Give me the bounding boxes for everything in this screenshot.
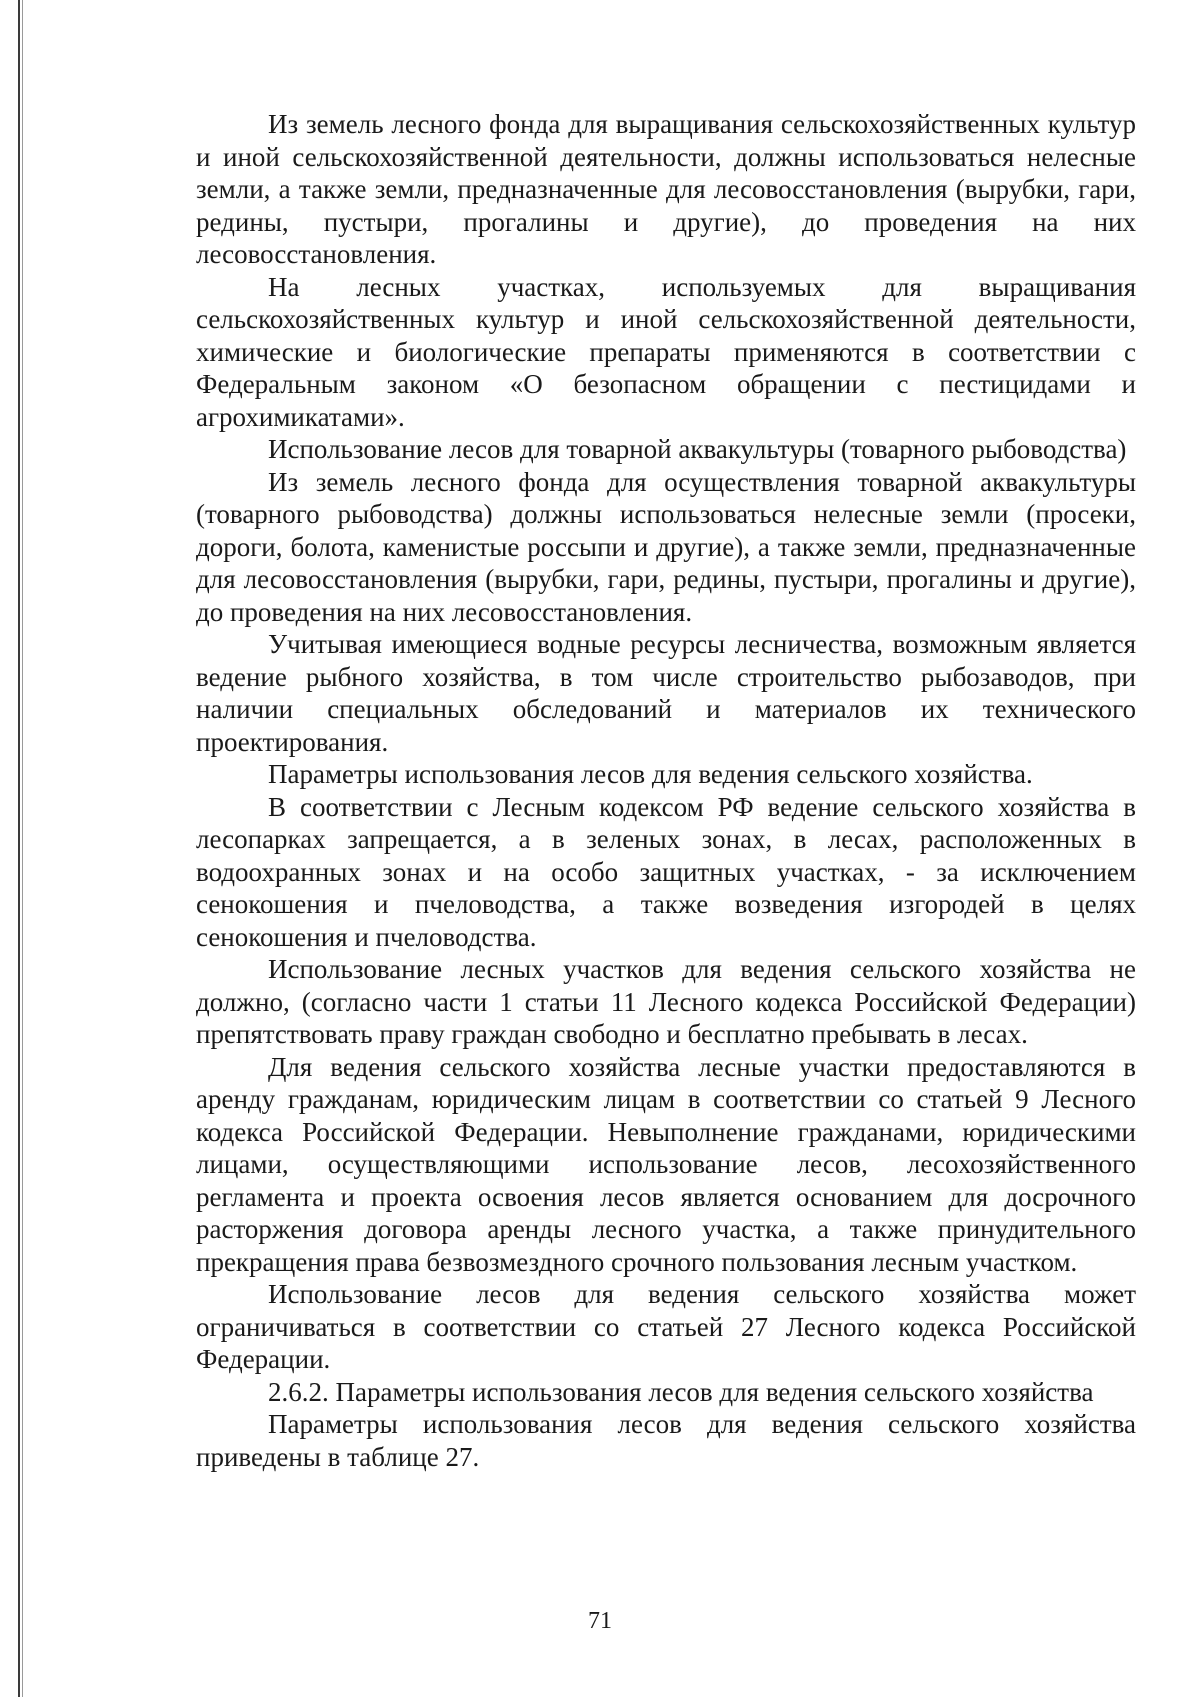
- paragraph: Для ведения сельского хозяйства лесные участки предоставляются в аренду гражданам, юридическим лицам в соответствии со статьей 9 Лесного кодекса Российской Федерации. Невыполнение гражданами, юридическими лицами, осуществляющими использование лесов, лесохозяйственного регламента и проекта освоения лесов является основанием для досрочного расторжения договора аренды лесного участка, а также принудительного прекращения права безвозмездного срочного пользования лесным участком.: [196, 1051, 1136, 1277]
- section-heading: 2.6.2. Параметры использования лесов для ведения сельского хозяйства: [268, 1376, 1094, 1407]
- scan-edge-line-secondary: [22, 0, 23, 1697]
- paragraph: Использование лесов для ведения сельского хозяйства может ограничиваться в соответствии со статьей 27 Лесного кодекса Российской Федерации.: [196, 1279, 1136, 1374]
- paragraph: Из земель лесного фонда для осуществления товарной аквакультуры (товарного рыбоводства) должны использоваться нелесные земли (просеки, дороги, болота, каменистые россыпи и другие), а также земли, предназначенные для лесовосстановления (вырубки, гари, редины, пустыри, прогалины и другие), до проведения на них лесовосстановления.: [196, 466, 1136, 627]
- scan-edge-line: [18, 0, 20, 1697]
- paragraph: В соответствии с Лесным кодексом РФ ведение сельского хозяйства в лесопарках запрещается, а в зеленых зонах, в лесах, расположенных в водоохранных зонах и на особо защитных участках, - за исключением сенокошения и пчеловодства, а также возведения изгородей в целях сенокошения и пчеловодства.: [196, 791, 1136, 952]
- document-body: [196, 108, 1136, 1473]
- paragraph: Учитывая имеющиеся водные ресурсы лесничества, возможным является ведение рыбного хозяйства, в том числе строительство рыбозаводов, при наличии специальных обследований и материалов их технического проектирования.: [196, 629, 1136, 757]
- page-number: 71: [588, 1608, 612, 1634]
- section-heading: Использование лесов для товарной аквакультуры (товарного рыбоводства): [268, 434, 1127, 464]
- paragraph: Параметры использования лесов для ведения сельского хозяйства приведены в таблице 27.: [196, 1409, 1136, 1472]
- paragraph: На лесных участках, используемых для выращивания сельскохозяйственных культур и иной сельскохозяйственной деятельности, химические и биологические препараты применяются в соответствии с Федеральным законом «О безопасном обращении с пестицидами и агрохимикатами».: [196, 271, 1136, 432]
- paragraph: Из земель лесного фонда для выращивания сельскохозяйственных культур и иной сельскохозяйственной деятельности, должны использоваться нелесные земли, а также земли, предназначенные для лесовосстановления (вырубки, гари, редины, пустыри, прогалины и другие), до проведения на них лесовосстановления.: [196, 109, 1136, 269]
- section-heading: Параметры использования лесов для ведения сельского хозяйства.: [268, 759, 1033, 789]
- paragraph: Использование лесных участков для ведения сельского хозяйства не должно, (согласно части 1 статьи 11 Лесного кодекса Российской Федерации) препятствовать праву граждан свободно и бесплатно пребывать в лесах.: [196, 954, 1136, 1049]
